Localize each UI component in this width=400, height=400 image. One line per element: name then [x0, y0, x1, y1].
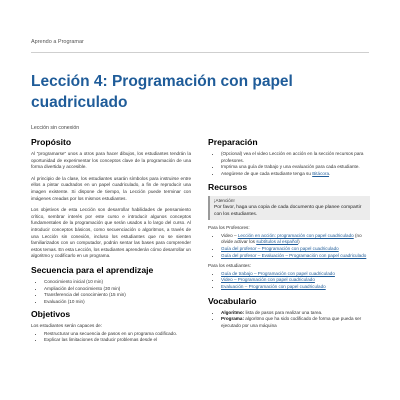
prep-suffix: . [329, 170, 331, 176]
teachers-label: Para los Profesores: [208, 225, 250, 231]
list-item [221, 171, 370, 178]
objectives-heading: Objetivos [31, 309, 71, 320]
vocabulary-heading: Vocabulario [208, 295, 257, 306]
purpose-paragraph: Al "programarse" unos a otros para hacer dibujos, los estudiantes tendrán la oportunidad de experimentar los conceptos clave de la programación de una forma divertida y accesible. [31, 151, 191, 170]
callout-label: ¡Atención! [214, 198, 235, 204]
resource-link[interactable]: Guía del profesor – Programación con papel cuadriculado [221, 245, 339, 251]
list-item [221, 246, 370, 253]
vocabulary-list [208, 310, 370, 330]
preparation-heading: Preparación [208, 137, 258, 147]
sequence-heading: Secuencia para el aprendizaje [31, 264, 154, 275]
list-item [221, 271, 370, 278]
resources-heading: Recursos [208, 182, 248, 193]
purpose-heading: Propósito [31, 137, 72, 147]
list-item: • Evaluación (10 min) [44, 299, 191, 306]
list-item: • Restructurar una secuencia de pasos en un programa codificado. [44, 331, 191, 338]
bitacora-link[interactable]: Bitácora [312, 170, 330, 176]
resource-prefix: Video – [221, 232, 238, 238]
resource-link[interactable]: Evaluación – Programación con papel cuadriculado [221, 283, 326, 289]
resource-suffix: (no olvide activar los [221, 232, 362, 245]
resource-link[interactable]: Guía de trabajo – Programación con papel cuadriculado [221, 270, 335, 276]
prep-text: Asegúrese de que cada estudiante tenga su [221, 170, 313, 176]
teacher-resources-list [208, 233, 370, 259]
resource-link[interactable]: Lección en acción: programación con papel cuadriculado [237, 232, 354, 238]
sequence-list [31, 279, 191, 305]
preparation-list [208, 151, 370, 177]
lesson-type: Lección sin conexión [31, 125, 80, 131]
objectives-list [31, 331, 191, 344]
resource-link[interactable]: Guía del profesor – Evaluación – Programación con papel cuadriculado [221, 252, 367, 258]
purpose-paragraph: Los objetivos de esta Lección son desarrollar habilidades de pensamiento crítico, sembrar interés por este curso e introducir algunos conceptos fundamentales de la programación que serán usados a lo largo del curso. Al introducir conceptos básicos, como secuenciación o algoritmos, a través de una Lección sin conexión, incluso los estudiantes que no se sienten familiarizados con un computador, podrán sentar las bases para comprender estos temas. En esta Lección, los estudiantes aprenderán cómo desarrollar un algoritmo y codificarlo en un programa. [31, 207, 191, 259]
student-resources-list [208, 271, 370, 291]
purpose-paragraph: Al principio de la clase, los estudiantes usarán símbolos para instruirse entre ellos a pintar cuadrados en un papel cuadriculado, a fin de reproducir una imagen existente. Si dispone de tiempo, la Lección puede terminar con imágenes creadas por los mismos estudiantes. [31, 175, 191, 201]
list-item [221, 277, 370, 284]
lesson-title: Lección 4: Programación con papel cuadriculado [31, 73, 293, 111]
left-column [31, 137, 191, 348]
list-item: • Explicar las limitaciones de traducir problemas desde el [44, 337, 191, 344]
list-item [221, 316, 370, 329]
list-item [221, 310, 370, 317]
list-item: • Conocimiento inicial (10 min) [44, 279, 191, 286]
vocab-term: Programa: [221, 316, 244, 322]
list-item: • Ampliación del conocimiento (30 min) [44, 286, 191, 293]
vocab-term: Algoritmo: [221, 309, 245, 315]
right-column [208, 137, 370, 333]
subtitles-link[interactable]: subtítulos al español [256, 239, 299, 245]
list-item [221, 253, 370, 260]
list-item [221, 284, 370, 291]
vocab-definition: lista de pasos para realizar una tarea. [244, 309, 323, 315]
header-divider [31, 52, 369, 53]
students-label: Para los estudiantes: [208, 263, 251, 269]
list-item: • Imprima una guía de trabajo y una evaluación para cada estudiante. [221, 164, 370, 171]
course-header: Aprendo a Programar [31, 39, 84, 45]
callout-text: Por favor, haga una copia de cada documento que planee compartir con los estudiantes. [214, 204, 362, 217]
list-item: • Transferencia del conocimiento (15 min) [44, 292, 191, 299]
resource-link[interactable]: Video – Programación con papel cuadriculado [221, 277, 315, 283]
list-item: • (Opcional) vea el video Lección en acción en la sección recursos para profesores. [221, 151, 370, 164]
objectives-intro: Los estudiantes serán capaces de: [31, 323, 102, 329]
list-item [221, 233, 370, 246]
resource-suffix: ) [298, 239, 300, 245]
attention-callout [208, 196, 370, 220]
vocab-definition: algoritmo que ha sido codificado de forma que pueda ser ejecutado por una máquina [221, 316, 362, 328]
